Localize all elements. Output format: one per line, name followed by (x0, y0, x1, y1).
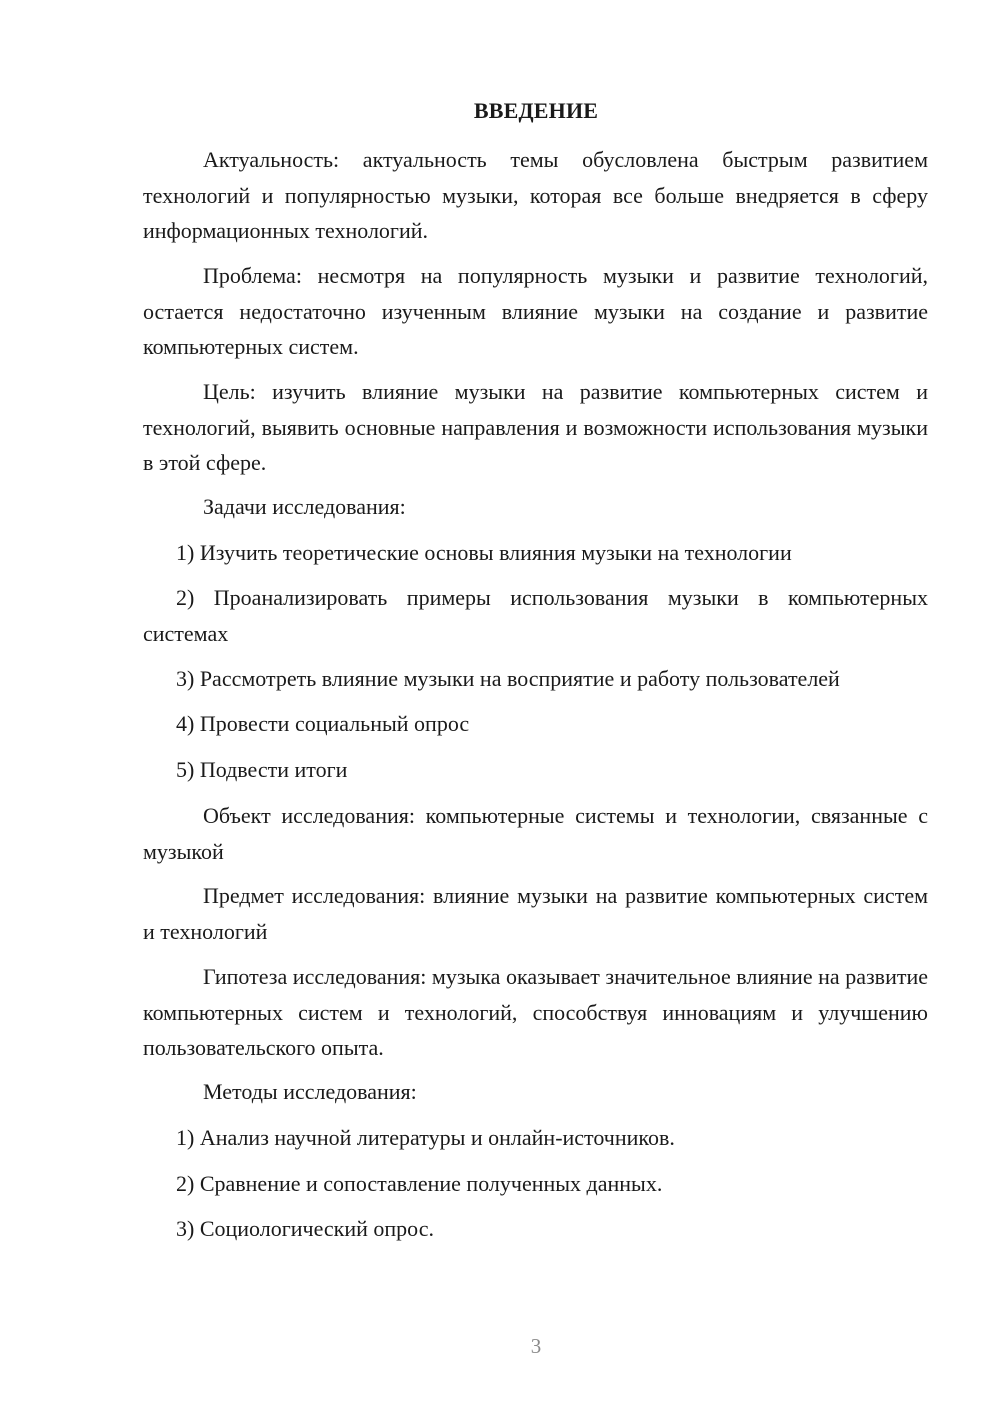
paragraph-problem: Проблема: несмотря на популярность музыки и развитие технологий, остается недостаточно изученным влияние музыки на создание и развитие компьютерных систем. (143, 263, 928, 359)
method-item-3: 3) Социологический опрос. (176, 1216, 434, 1241)
task-item-2: 2) Проанализировать примеры использования музыки в компьютерных системах (143, 585, 928, 646)
task-item-5: 5) Подвести итоги (176, 757, 348, 782)
task-item-4: 4) Провести социальный опрос (176, 711, 470, 736)
page-title: ВВЕДЕНИЕ (473, 98, 599, 123)
paragraph-object: Объект исследования: компьютерные системы и технологии, связанные с музыкой (143, 803, 928, 864)
paragraph-hypothesis: Гипотеза исследования: музыка оказывает значительное влияние на развитие компьютерных систем и технологий, способствуя инновациям и улучшению пользовательского опыта. (143, 964, 928, 1060)
task-item-3: 3) Рассмотреть влияние музыки на восприятие и работу пользователей (176, 666, 840, 691)
methods-heading: Методы исследования: (203, 1079, 417, 1104)
paragraph-relevance: Актуальность: актуальность темы обусловлена быстрым развитием технологий и популярностью музыки, которая все больше внедряется в сферу информационных технологий. (143, 147, 928, 243)
method-item-1: 1) Анализ научной литературы и онлайн-источников. (176, 1125, 675, 1150)
method-item-2: 2) Сравнение и сопоставление полученных данных. (176, 1171, 663, 1196)
paragraph-subject: Предмет исследования: влияние музыки на развитие компьютерных систем и технологий (143, 883, 928, 944)
page-number: 3 (530, 1334, 542, 1358)
tasks-heading: Задачи исследования: (203, 494, 406, 519)
paragraph-goal: Цель: изучить влияние музыки на развитие компьютерных систем и технологий, выявить основные направления и возможности использования музыки в этой сфере. (143, 379, 928, 475)
task-item-1: 1) Изучить теоретические основы влияния музыки на технологии (176, 540, 792, 565)
